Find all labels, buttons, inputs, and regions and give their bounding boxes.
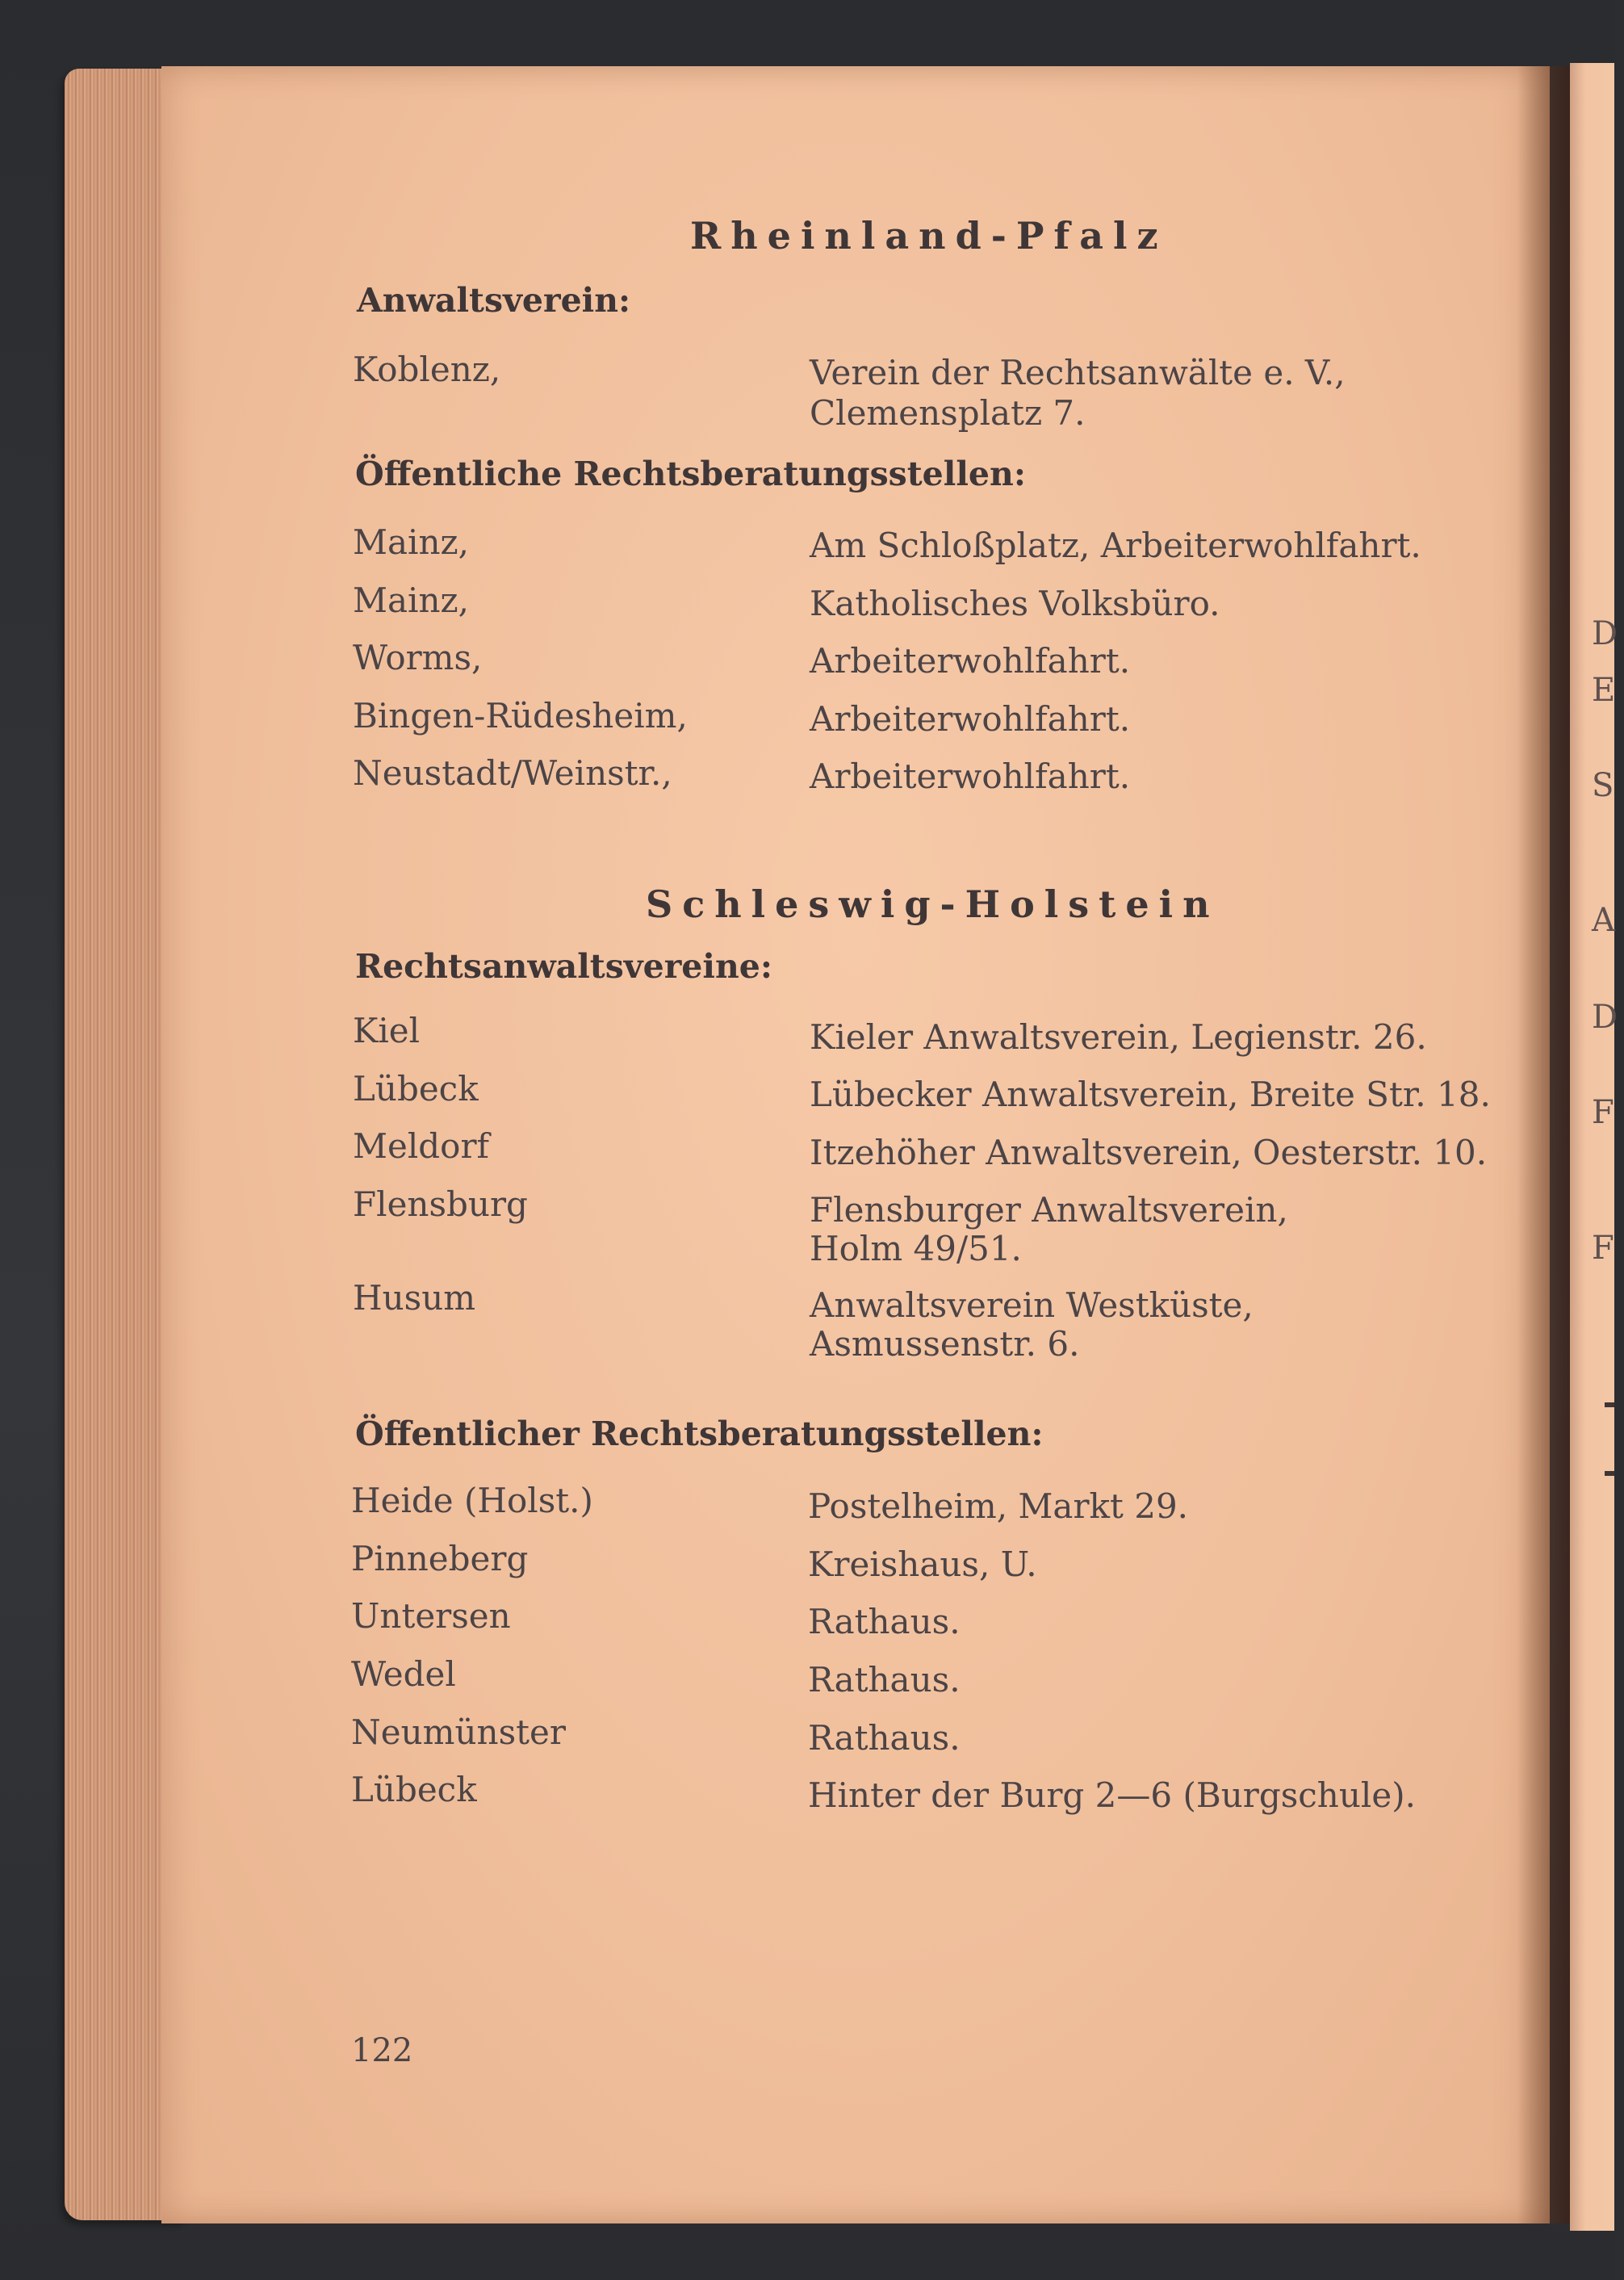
book-gutter-shadow	[1517, 66, 1574, 2223]
entry-city: Lübeck	[353, 1069, 479, 1109]
entry-address: Flensburger Anwaltsverein,	[810, 1190, 1288, 1230]
facing-page-letter: D	[1592, 999, 1618, 1036]
facing-page-letter: F	[1592, 1230, 1614, 1267]
entry-address: Clemensplatz 7.	[810, 393, 1086, 433]
entry-city: Pinneberg	[351, 1539, 529, 1578]
entry-address: Rathaus.	[808, 1602, 961, 1641]
facing-page-letter: E	[1592, 672, 1616, 709]
entry-city: Flensburg	[353, 1184, 528, 1224]
entry-address: Hinter der Burg 2—6 (Burgschule).	[808, 1775, 1416, 1815]
entry-address: Katholisches Volksbüro.	[810, 584, 1220, 623]
rechtsanwaltsvereine-label: Rechtsanwaltsvereine:	[355, 947, 772, 986]
entry-address: Kreishaus, U.	[808, 1544, 1037, 1584]
entry-city: Mainz,	[353, 522, 470, 562]
entry-city: Mainz,	[353, 580, 470, 620]
entry-address: Arbeiterwohlfahrt.	[810, 757, 1131, 796]
entry-address: Itzehöher Anwaltsverein, Oesterstr. 10.	[810, 1133, 1488, 1172]
entry-city: Bingen-Rüdesheim,	[353, 696, 688, 736]
entry-city: Lübeck	[351, 1770, 477, 1809]
facing-page	[1570, 63, 1614, 2231]
page-number: 122	[351, 2032, 413, 2069]
entry-address: Rathaus.	[808, 1718, 961, 1758]
anwaltsverein-label: Anwaltsverein:	[357, 281, 631, 320]
facing-page-letter: A	[1592, 902, 1615, 939]
entry-city: Neustadt/Weinstr.,	[353, 753, 672, 793]
facing-page-dash	[1605, 1402, 1614, 1407]
facing-page-letter: D	[1592, 615, 1618, 652]
entry-city: Wedel	[351, 1654, 456, 1694]
oeffentliche-rechtsberatungsstellen-label: Öffentliche Rechtsberatungsstellen:	[355, 455, 1026, 493]
facing-page-letter: S	[1592, 767, 1614, 804]
section-heading-rheinland-pfalz: Rheinland-Pfalz	[690, 214, 1168, 258]
entry-address: Asmussenstr. 6.	[810, 1324, 1080, 1364]
entry-address: Holm 49/51.	[810, 1229, 1022, 1268]
section-heading-schleswig-holstein: Schleswig-Holstein	[646, 882, 1220, 926]
entry-address: Kieler Anwaltsverein, Legienstr. 26.	[810, 1017, 1427, 1057]
entry-city: Husum	[353, 1278, 476, 1318]
entry-city: Kiel	[353, 1011, 421, 1050]
entry-address: Lübecker Anwaltsverein, Breite Str. 18.	[810, 1075, 1491, 1114]
entry-address: Postelheim, Markt 29.	[808, 1486, 1189, 1526]
entry-address: Rathaus.	[808, 1660, 961, 1700]
entry-city: Koblenz,	[353, 350, 501, 389]
entry-address: Verein der Rechtsanwälte e. V.,	[810, 353, 1346, 392]
entry-city: Heide (Holst.)	[351, 1481, 593, 1520]
entry-address: Arbeiterwohlfahrt.	[810, 699, 1131, 739]
entry-city: Untersen	[351, 1596, 511, 1636]
entry-city: Meldorf	[353, 1126, 490, 1166]
entry-address: Am Schloßplatz, Arbeiterwohlfahrt.	[810, 526, 1421, 565]
entry-address: Anwaltsverein Westküste,	[810, 1285, 1254, 1325]
oeffentlicher-rechtsberatungsstellen-label: Öffentlicher Rechtsberatungsstellen:	[355, 1415, 1044, 1453]
facing-page-dash	[1605, 1471, 1614, 1476]
entry-city: Worms,	[353, 638, 483, 677]
entry-address: Arbeiterwohlfahrt.	[810, 641, 1131, 681]
facing-page-letter: F	[1592, 1094, 1614, 1131]
entry-city: Neumünster	[351, 1712, 566, 1752]
